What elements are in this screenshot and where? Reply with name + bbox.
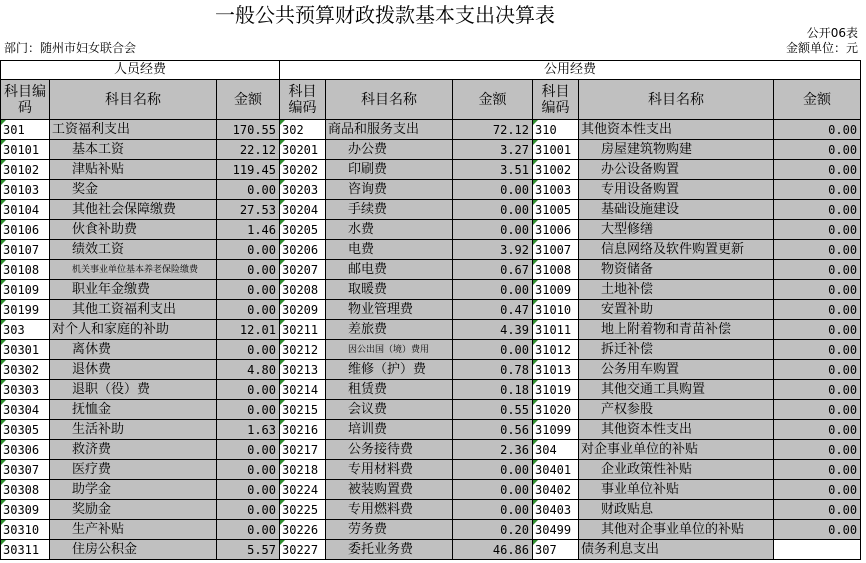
personnel-name-cell[interactable]: 伙食补助费: [50, 220, 217, 240]
personnel-amount-cell[interactable]: 0.00: [217, 380, 280, 400]
personnel-code-cell[interactable]: 30104: [1, 200, 50, 220]
public-a-amount-cell[interactable]: 72.12: [453, 120, 533, 140]
public-b-code-cell[interactable]: 31009: [533, 280, 579, 300]
public-b-name-cell[interactable]: 对企事业单位的补贴: [579, 440, 774, 460]
public-b-name-cell[interactable]: 土地补偿: [579, 280, 774, 300]
public-a-name-cell[interactable]: 手续费: [326, 200, 453, 220]
public-b-name-cell[interactable]: 产权参股: [579, 400, 774, 420]
public-b-amount-cell[interactable]: 0.00: [774, 300, 861, 320]
public-b-name-cell[interactable]: 基础设施建设: [579, 200, 774, 220]
personnel-code-cell[interactable]: 303: [1, 320, 50, 340]
personnel-code-cell[interactable]: 30311: [1, 540, 50, 560]
public-a-name-cell[interactable]: 租赁费: [326, 380, 453, 400]
public-b-name-cell[interactable]: 房屋建筑物购建: [579, 140, 774, 160]
public-b-name-cell[interactable]: 其他对企事业单位的补贴: [579, 520, 774, 540]
personnel-code-cell[interactable]: 30107: [1, 240, 50, 260]
personnel-code-cell[interactable]: 30301: [1, 340, 50, 360]
public-a-name-cell[interactable]: 劳务费: [326, 520, 453, 540]
public-a-name-cell[interactable]: 被装购置费: [326, 480, 453, 500]
personnel-amount-cell[interactable]: 0.00: [217, 480, 280, 500]
table-row: [1, 380, 861, 400]
public-a-name-cell[interactable]: 邮电费: [326, 260, 453, 280]
header-name: 科目名称: [326, 80, 453, 120]
public-b-code-cell[interactable]: 31002: [533, 160, 579, 180]
public-a-name-cell[interactable]: 物业管理费: [326, 300, 453, 320]
personnel-name-cell[interactable]: 对个人和家庭的补助: [50, 320, 217, 340]
public-b-amount-cell[interactable]: 0.00: [774, 400, 861, 420]
public-a-code-cell[interactable]: 30206: [280, 240, 326, 260]
table-row: [1, 520, 861, 540]
personnel-name-cell[interactable]: 职业年金缴费: [50, 280, 217, 300]
personnel-code-cell[interactable]: 30305: [1, 420, 50, 440]
table-row: [1, 160, 861, 180]
public-a-name-cell[interactable]: 差旅费: [326, 320, 453, 340]
column-header-row: [1, 80, 861, 120]
public-b-name-cell[interactable]: 物资储备: [579, 260, 774, 280]
public-a-name-cell[interactable]: 公务接待费: [326, 440, 453, 460]
public-b-name-cell[interactable]: 办公设备购置: [579, 160, 774, 180]
public-a-name-cell[interactable]: 办公费: [326, 140, 453, 160]
table-row: [1, 280, 861, 300]
group-public: 公用经费: [280, 61, 861, 80]
table-row: [1, 140, 861, 160]
public-a-amount-cell[interactable]: 0.00: [453, 180, 533, 200]
personnel-amount-cell[interactable]: 1.63: [217, 420, 280, 440]
table-row: [1, 200, 861, 220]
personnel-code-cell[interactable]: 30106: [1, 220, 50, 240]
public-b-code-cell[interactable]: 31013: [533, 360, 579, 380]
public-a-amount-cell[interactable]: 0.00: [453, 460, 533, 480]
header-code: 科目编码: [1, 80, 50, 120]
public-a-amount-cell[interactable]: 0.67: [453, 260, 533, 280]
personnel-amount-cell[interactable]: 0.00: [217, 520, 280, 540]
personnel-code-cell[interactable]: 30308: [1, 480, 50, 500]
personnel-code-cell[interactable]: 30103: [1, 180, 50, 200]
personnel-code-cell[interactable]: 30302: [1, 360, 50, 380]
public-b-code-cell[interactable]: 31007: [533, 240, 579, 260]
header-amount: 金额: [453, 80, 533, 120]
personnel-amount-cell[interactable]: 0.00: [217, 180, 280, 200]
public-b-name-cell[interactable]: 其他资本性支出: [579, 120, 774, 140]
public-a-name-cell[interactable]: 取暖费: [326, 280, 453, 300]
public-b-amount-cell[interactable]: 0.00: [774, 460, 861, 480]
public-b-name-cell[interactable]: 信息网络及软件购置更新: [579, 240, 774, 260]
public-a-code-cell[interactable]: 30218: [280, 460, 326, 480]
public-b-amount-cell[interactable]: 0.00: [774, 240, 861, 260]
public-a-amount-cell[interactable]: 0.00: [453, 500, 533, 520]
public-a-amount-cell[interactable]: 0.55: [453, 400, 533, 420]
personnel-name-cell[interactable]: 离休费: [50, 340, 217, 360]
table-row: [1, 360, 861, 380]
personnel-name-cell[interactable]: 奖励金: [50, 500, 217, 520]
personnel-name-cell[interactable]: 绩效工资: [50, 240, 217, 260]
public-a-name-cell[interactable]: 会议费: [326, 400, 453, 420]
public-b-code-cell[interactable]: 31008: [533, 260, 579, 280]
public-a-code-cell[interactable]: 30208: [280, 280, 326, 300]
public-a-amount-cell[interactable]: 0.20: [453, 520, 533, 540]
public-b-amount-cell[interactable]: 0.00: [774, 360, 861, 380]
personnel-code-cell[interactable]: 30199: [1, 300, 50, 320]
public-a-code-cell[interactable]: 30209: [280, 300, 326, 320]
public-a-name-cell[interactable]: 专用材料费: [326, 460, 453, 480]
public-a-name-cell[interactable]: 咨询费: [326, 180, 453, 200]
public-b-amount-cell[interactable]: 0.00: [774, 160, 861, 180]
header-code: 科目编码: [533, 80, 579, 120]
public-a-code-cell[interactable]: 30211: [280, 320, 326, 340]
public-a-amount-cell[interactable]: 0.00: [453, 200, 533, 220]
public-b-code-cell[interactable]: 31011: [533, 320, 579, 340]
public-a-amount-cell[interactable]: 0.18: [453, 380, 533, 400]
table-row: [1, 180, 861, 200]
report-title: 一般公共预算财政拨款基本支出决算表: [215, 3, 555, 27]
personnel-amount-cell[interactable]: 0.00: [217, 400, 280, 420]
public-b-amount-cell[interactable]: 0.00: [774, 180, 861, 200]
public-b-code-cell[interactable]: 30402: [533, 480, 579, 500]
public-b-amount-cell[interactable]: 0.00: [774, 140, 861, 160]
personnel-code-cell[interactable]: 30101: [1, 140, 50, 160]
public-a-amount-cell[interactable]: 4.39: [453, 320, 533, 340]
personnel-code-cell[interactable]: 30307: [1, 460, 50, 480]
table-row: [1, 120, 861, 140]
personnel-amount-cell[interactable]: 0.00: [217, 340, 280, 360]
header-amount: 金额: [217, 80, 280, 120]
header-amount: 金额: [774, 80, 861, 120]
form-number: 公开06表: [806, 26, 858, 40]
personnel-amount-cell[interactable]: 22.12: [217, 140, 280, 160]
public-b-code-cell[interactable]: 31001: [533, 140, 579, 160]
personnel-name-cell[interactable]: 抚恤金: [50, 400, 217, 420]
public-b-name-cell[interactable]: 公务用车购置: [579, 360, 774, 380]
public-a-code-cell[interactable]: 30225: [280, 500, 326, 520]
public-b-amount-cell[interactable]: 0.00: [774, 480, 861, 500]
public-b-amount-cell[interactable]: 0.00: [774, 320, 861, 340]
department-label: 部门：随州市妇女联合会: [4, 41, 137, 55]
personnel-code-cell[interactable]: 30306: [1, 440, 50, 460]
public-a-amount-cell[interactable]: 2.36: [453, 440, 533, 460]
public-a-code-cell[interactable]: 30202: [280, 160, 326, 180]
public-a-amount-cell[interactable]: 0.56: [453, 420, 533, 440]
public-a-code-cell[interactable]: 302: [280, 120, 326, 140]
public-a-code-cell[interactable]: 30217: [280, 440, 326, 460]
personnel-code-cell[interactable]: 30303: [1, 380, 50, 400]
personnel-code-cell[interactable]: 30102: [1, 160, 50, 180]
public-b-amount-cell[interactable]: 0.00: [774, 340, 861, 360]
public-a-name-cell[interactable]: 水费: [326, 220, 453, 240]
public-b-name-cell[interactable]: 地上附着物和青苗补偿: [579, 320, 774, 340]
personnel-amount-cell[interactable]: 0.00: [217, 280, 280, 300]
public-b-name-cell[interactable]: 事业单位补贴: [579, 480, 774, 500]
public-b-name-cell[interactable]: 其他交通工具购置: [579, 380, 774, 400]
personnel-amount-cell[interactable]: 119.45: [217, 160, 280, 180]
table-row: [1, 240, 861, 260]
personnel-amount-cell[interactable]: 27.53: [217, 200, 280, 220]
public-b-name-cell[interactable]: 其他资本性支出: [579, 420, 774, 440]
personnel-name-cell[interactable]: 退休费: [50, 360, 217, 380]
personnel-amount-cell[interactable]: 0.00: [217, 260, 280, 280]
public-b-name-cell[interactable]: 大型修缮: [579, 220, 774, 240]
table-row: [1, 460, 861, 480]
table-row: [1, 420, 861, 440]
public-a-code-cell[interactable]: 30214: [280, 380, 326, 400]
public-b-code-cell[interactable]: 310: [533, 120, 579, 140]
table-row: [1, 400, 861, 420]
public-a-code-cell[interactable]: 30204: [280, 200, 326, 220]
public-b-amount-cell[interactable]: 0.00: [774, 120, 861, 140]
public-b-amount-cell[interactable]: 0.00: [774, 220, 861, 240]
public-a-code-cell[interactable]: 30213: [280, 360, 326, 380]
public-b-code-cell[interactable]: 30401: [533, 460, 579, 480]
public-b-name-cell[interactable]: 拆迁补偿: [579, 340, 774, 360]
public-a-name-cell[interactable]: 电费: [326, 240, 453, 260]
public-b-amount-cell[interactable]: [774, 540, 861, 560]
personnel-name-cell[interactable]: 医疗费: [50, 460, 217, 480]
public-b-code-cell[interactable]: 31019: [533, 380, 579, 400]
public-a-amount-cell[interactable]: 3.92: [453, 240, 533, 260]
public-a-amount-cell[interactable]: 3.27: [453, 140, 533, 160]
public-b-amount-cell[interactable]: 0.00: [774, 420, 861, 440]
public-b-amount-cell[interactable]: 0.00: [774, 280, 861, 300]
public-b-code-cell[interactable]: 30403: [533, 500, 579, 520]
personnel-amount-cell[interactable]: 0.00: [217, 500, 280, 520]
personnel-code-cell[interactable]: 30108: [1, 260, 50, 280]
public-a-name-cell[interactable]: 培训费: [326, 420, 453, 440]
public-b-code-cell[interactable]: 31099: [533, 420, 579, 440]
public-a-amount-cell[interactable]: 3.51: [453, 160, 533, 180]
personnel-name-cell[interactable]: 生产补贴: [50, 520, 217, 540]
public-a-amount-cell[interactable]: 0.78: [453, 360, 533, 380]
public-b-code-cell[interactable]: 30499: [533, 520, 579, 540]
personnel-name-cell[interactable]: 救济费: [50, 440, 217, 460]
table-row: [1, 300, 861, 320]
table-row: [1, 500, 861, 520]
table-row: [1, 220, 861, 240]
personnel-amount-cell[interactable]: 0.00: [217, 460, 280, 480]
personnel-amount-cell[interactable]: 0.00: [217, 440, 280, 460]
public-b-amount-cell[interactable]: 0.00: [774, 520, 861, 540]
public-b-amount-cell[interactable]: 0.00: [774, 200, 861, 220]
table-row: [1, 320, 861, 340]
public-a-amount-cell[interactable]: 46.86: [453, 540, 533, 560]
public-a-name-cell[interactable]: 因公出国（境）费用: [326, 340, 453, 360]
table-row: [1, 540, 861, 560]
public-a-name-cell[interactable]: 委托业务费: [326, 540, 453, 560]
personnel-amount-cell[interactable]: 5.57: [217, 540, 280, 560]
personnel-name-cell[interactable]: 津贴补贴: [50, 160, 217, 180]
personnel-name-cell[interactable]: 工资福利支出: [50, 120, 217, 140]
group-header-row: [1, 61, 861, 80]
public-b-code-cell[interactable]: 307: [533, 540, 579, 560]
public-b-code-cell[interactable]: 31010: [533, 300, 579, 320]
public-a-name-cell[interactable]: 维修（护）费: [326, 360, 453, 380]
public-a-code-cell[interactable]: 30205: [280, 220, 326, 240]
personnel-code-cell[interactable]: 30310: [1, 520, 50, 540]
public-b-amount-cell[interactable]: 0.00: [774, 380, 861, 400]
header-name: 科目名称: [579, 80, 774, 120]
public-a-name-cell[interactable]: 商品和服务支出: [326, 120, 453, 140]
public-b-name-cell[interactable]: 安置补助: [579, 300, 774, 320]
public-a-amount-cell[interactable]: 0.47: [453, 300, 533, 320]
public-a-amount-cell[interactable]: 0.00: [453, 340, 533, 360]
public-a-amount-cell[interactable]: 0.00: [453, 220, 533, 240]
table-row: [1, 440, 861, 460]
personnel-name-cell[interactable]: 生活补助: [50, 420, 217, 440]
personnel-amount-cell[interactable]: 4.80: [217, 360, 280, 380]
public-a-code-cell[interactable]: 30201: [280, 140, 326, 160]
table-row: [1, 340, 861, 360]
personnel-amount-cell[interactable]: 1.46: [217, 220, 280, 240]
personnel-amount-cell[interactable]: 0.00: [217, 300, 280, 320]
public-b-code-cell[interactable]: 304: [533, 440, 579, 460]
public-a-code-cell[interactable]: 30226: [280, 520, 326, 540]
public-a-amount-cell[interactable]: 0.00: [453, 280, 533, 300]
personnel-name-cell[interactable]: 住房公积金: [50, 540, 217, 560]
public-b-amount-cell[interactable]: 0.00: [774, 500, 861, 520]
public-a-code-cell[interactable]: 30227: [280, 540, 326, 560]
public-a-code-cell[interactable]: 30216: [280, 420, 326, 440]
amount-unit-label: 金额单位：元: [785, 41, 858, 55]
public-b-name-cell[interactable]: 专用设备购置: [579, 180, 774, 200]
public-a-name-cell[interactable]: 印刷费: [326, 160, 453, 180]
table-row: [1, 480, 861, 500]
personnel-name-cell[interactable]: 退职（役）费: [50, 380, 217, 400]
header-code: 科目编码: [280, 80, 326, 120]
personnel-amount-cell[interactable]: 170.55: [217, 120, 280, 140]
public-b-code-cell[interactable]: 31006: [533, 220, 579, 240]
table-row: [1, 260, 861, 280]
public-b-code-cell[interactable]: 31012: [533, 340, 579, 360]
public-a-code-cell[interactable]: 30203: [280, 180, 326, 200]
personnel-amount-cell[interactable]: 12.01: [217, 320, 280, 340]
public-b-amount-cell[interactable]: 0.00: [774, 440, 861, 460]
personnel-name-cell[interactable]: 基本工资: [50, 140, 217, 160]
personnel-code-cell[interactable]: 30109: [1, 280, 50, 300]
personnel-name-cell[interactable]: 其他工资福利支出: [50, 300, 217, 320]
group-personnel: 人员经费: [1, 61, 280, 80]
personnel-code-cell[interactable]: 30309: [1, 500, 50, 520]
public-a-name-cell[interactable]: 专用燃料费: [326, 500, 453, 520]
header-name: 科目名称: [50, 80, 217, 120]
personnel-name-cell[interactable]: 奖金: [50, 180, 217, 200]
public-b-name-cell[interactable]: 企业政策性补贴: [579, 460, 774, 480]
public-a-amount-cell[interactable]: 0.00: [453, 480, 533, 500]
personnel-code-cell[interactable]: 301: [1, 120, 50, 140]
public-b-amount-cell[interactable]: 0.00: [774, 260, 861, 280]
public-a-code-cell[interactable]: 30207: [280, 260, 326, 280]
expenditure-table: [0, 60, 861, 560]
public-a-code-cell[interactable]: 30212: [280, 340, 326, 360]
personnel-code-cell[interactable]: 30304: [1, 400, 50, 420]
public-b-name-cell[interactable]: 债务利息支出: [579, 540, 774, 560]
personnel-amount-cell[interactable]: 0.00: [217, 240, 280, 260]
personnel-name-cell[interactable]: 助学金: [50, 480, 217, 500]
public-b-code-cell[interactable]: 31020: [533, 400, 579, 420]
personnel-name-cell[interactable]: 机关事业单位基本养老保险缴费: [50, 260, 217, 280]
public-a-code-cell[interactable]: 30215: [280, 400, 326, 420]
public-b-name-cell[interactable]: 财政贴息: [579, 500, 774, 520]
public-a-code-cell[interactable]: 30224: [280, 480, 326, 500]
public-b-code-cell[interactable]: 31005: [533, 200, 579, 220]
personnel-name-cell[interactable]: 其他社会保障缴费: [50, 200, 217, 220]
public-b-code-cell[interactable]: 31003: [533, 180, 579, 200]
